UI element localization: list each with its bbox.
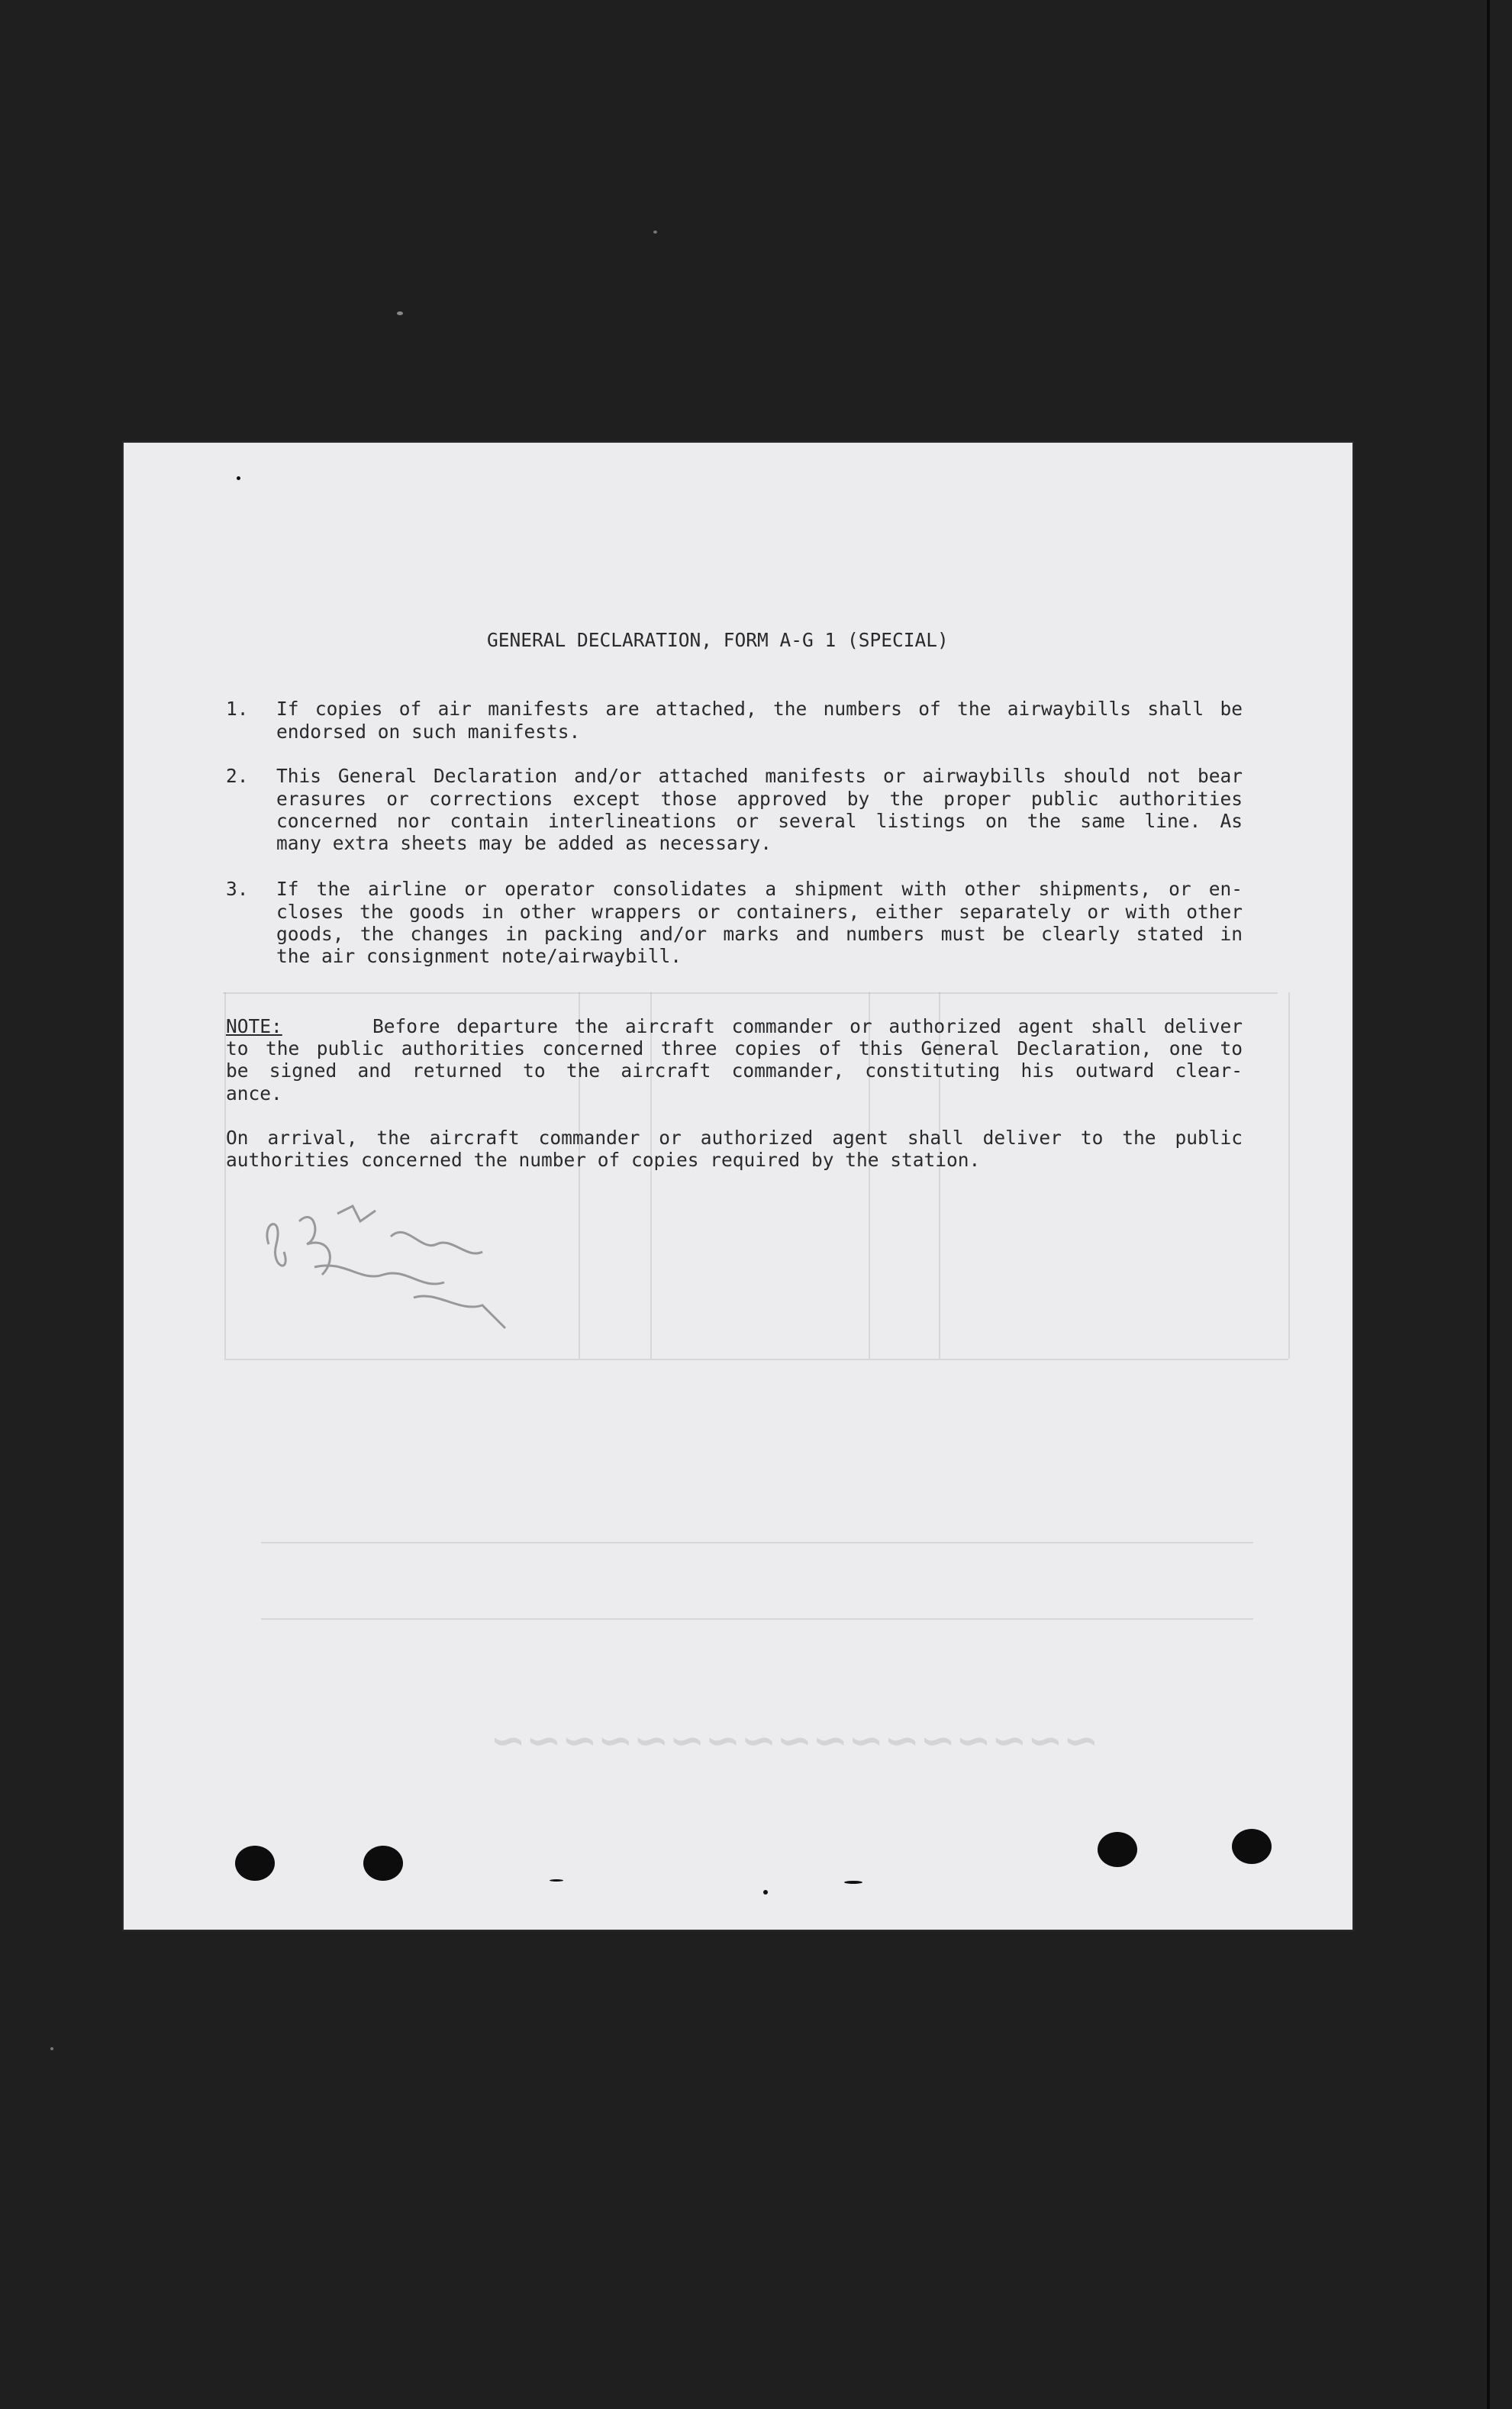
arrival-text-line: authorities concerned the number of copies required by the station. xyxy=(226,1149,981,1171)
bleed-through-rule xyxy=(261,1542,1253,1543)
punch-hole xyxy=(1232,1829,1272,1864)
item-text-line: endorsed on such manifests. xyxy=(276,721,581,743)
item-number: 2. xyxy=(226,765,249,787)
speck xyxy=(763,1890,768,1895)
item-number: 1. xyxy=(226,698,249,720)
note-text-line: be signed and returned to the aircraft commander, constituting his outward clear- xyxy=(226,1059,1243,1082)
item-text-line: goods, the changes in packing and/or marks and numbers must be clearly stated in xyxy=(276,923,1243,945)
note-text-line: ance. xyxy=(226,1082,282,1105)
item-text-line: This General Declaration and/or attached manifests or airwaybills should not bear xyxy=(276,765,1243,787)
bleed-through-rule xyxy=(224,1359,1288,1360)
note-first-line-text: Before departure the aircraft commander or authorized agent shall deliver xyxy=(372,1015,1243,1037)
handwritten-signature xyxy=(253,1191,528,1343)
item-text-line: If the airline or operator consolidates a shipment with other shipments, or en- xyxy=(276,878,1243,900)
speck xyxy=(237,476,240,480)
speck xyxy=(397,311,403,315)
punch-hole xyxy=(235,1846,275,1881)
item-text-line: If copies of air manifests are attached, the numbers of the airwaybills shall be xyxy=(276,698,1243,720)
punch-hole xyxy=(1098,1832,1137,1867)
speck xyxy=(50,2047,53,2050)
item-number: 3. xyxy=(226,878,249,900)
bleed-through-heading: ~~~~~~~~~~~~~~~~~ xyxy=(490,1717,1099,1768)
item-text-line: many extra sheets may be added as necessary. xyxy=(276,832,772,854)
film-edge-right xyxy=(1487,0,1490,2409)
speck xyxy=(550,1879,563,1882)
item-text-line: erasures or corrections except those approved by the proper public authorities xyxy=(276,788,1243,810)
speck xyxy=(653,231,657,234)
note-label: NOTE: xyxy=(226,1015,282,1037)
note-first-line xyxy=(226,1015,1243,1037)
item-text-line: closes the goods in other wrappers or containers, either separately or with other xyxy=(276,901,1243,923)
document-page xyxy=(124,443,1352,1930)
item-text-line: the air consignment note/airwaybill. xyxy=(276,945,682,967)
bleed-through-column xyxy=(1288,992,1290,1359)
punch-hole xyxy=(363,1846,403,1881)
speck xyxy=(844,1881,862,1884)
arrival-text-line: On arrival, the aircraft commander or authorized agent shall deliver to the public xyxy=(226,1127,1243,1149)
bleed-through-table xyxy=(223,992,1278,1772)
item-text-line: concerned nor contain interlineations or several listings on the same line. As xyxy=(276,810,1243,832)
note-text-line: to the public authorities concerned three copies of this General Declaration, one to xyxy=(226,1037,1243,1059)
bleed-through-rule xyxy=(261,1618,1253,1620)
form-title: GENERAL DECLARATION, FORM A-G 1 (SPECIAL) xyxy=(487,629,949,651)
